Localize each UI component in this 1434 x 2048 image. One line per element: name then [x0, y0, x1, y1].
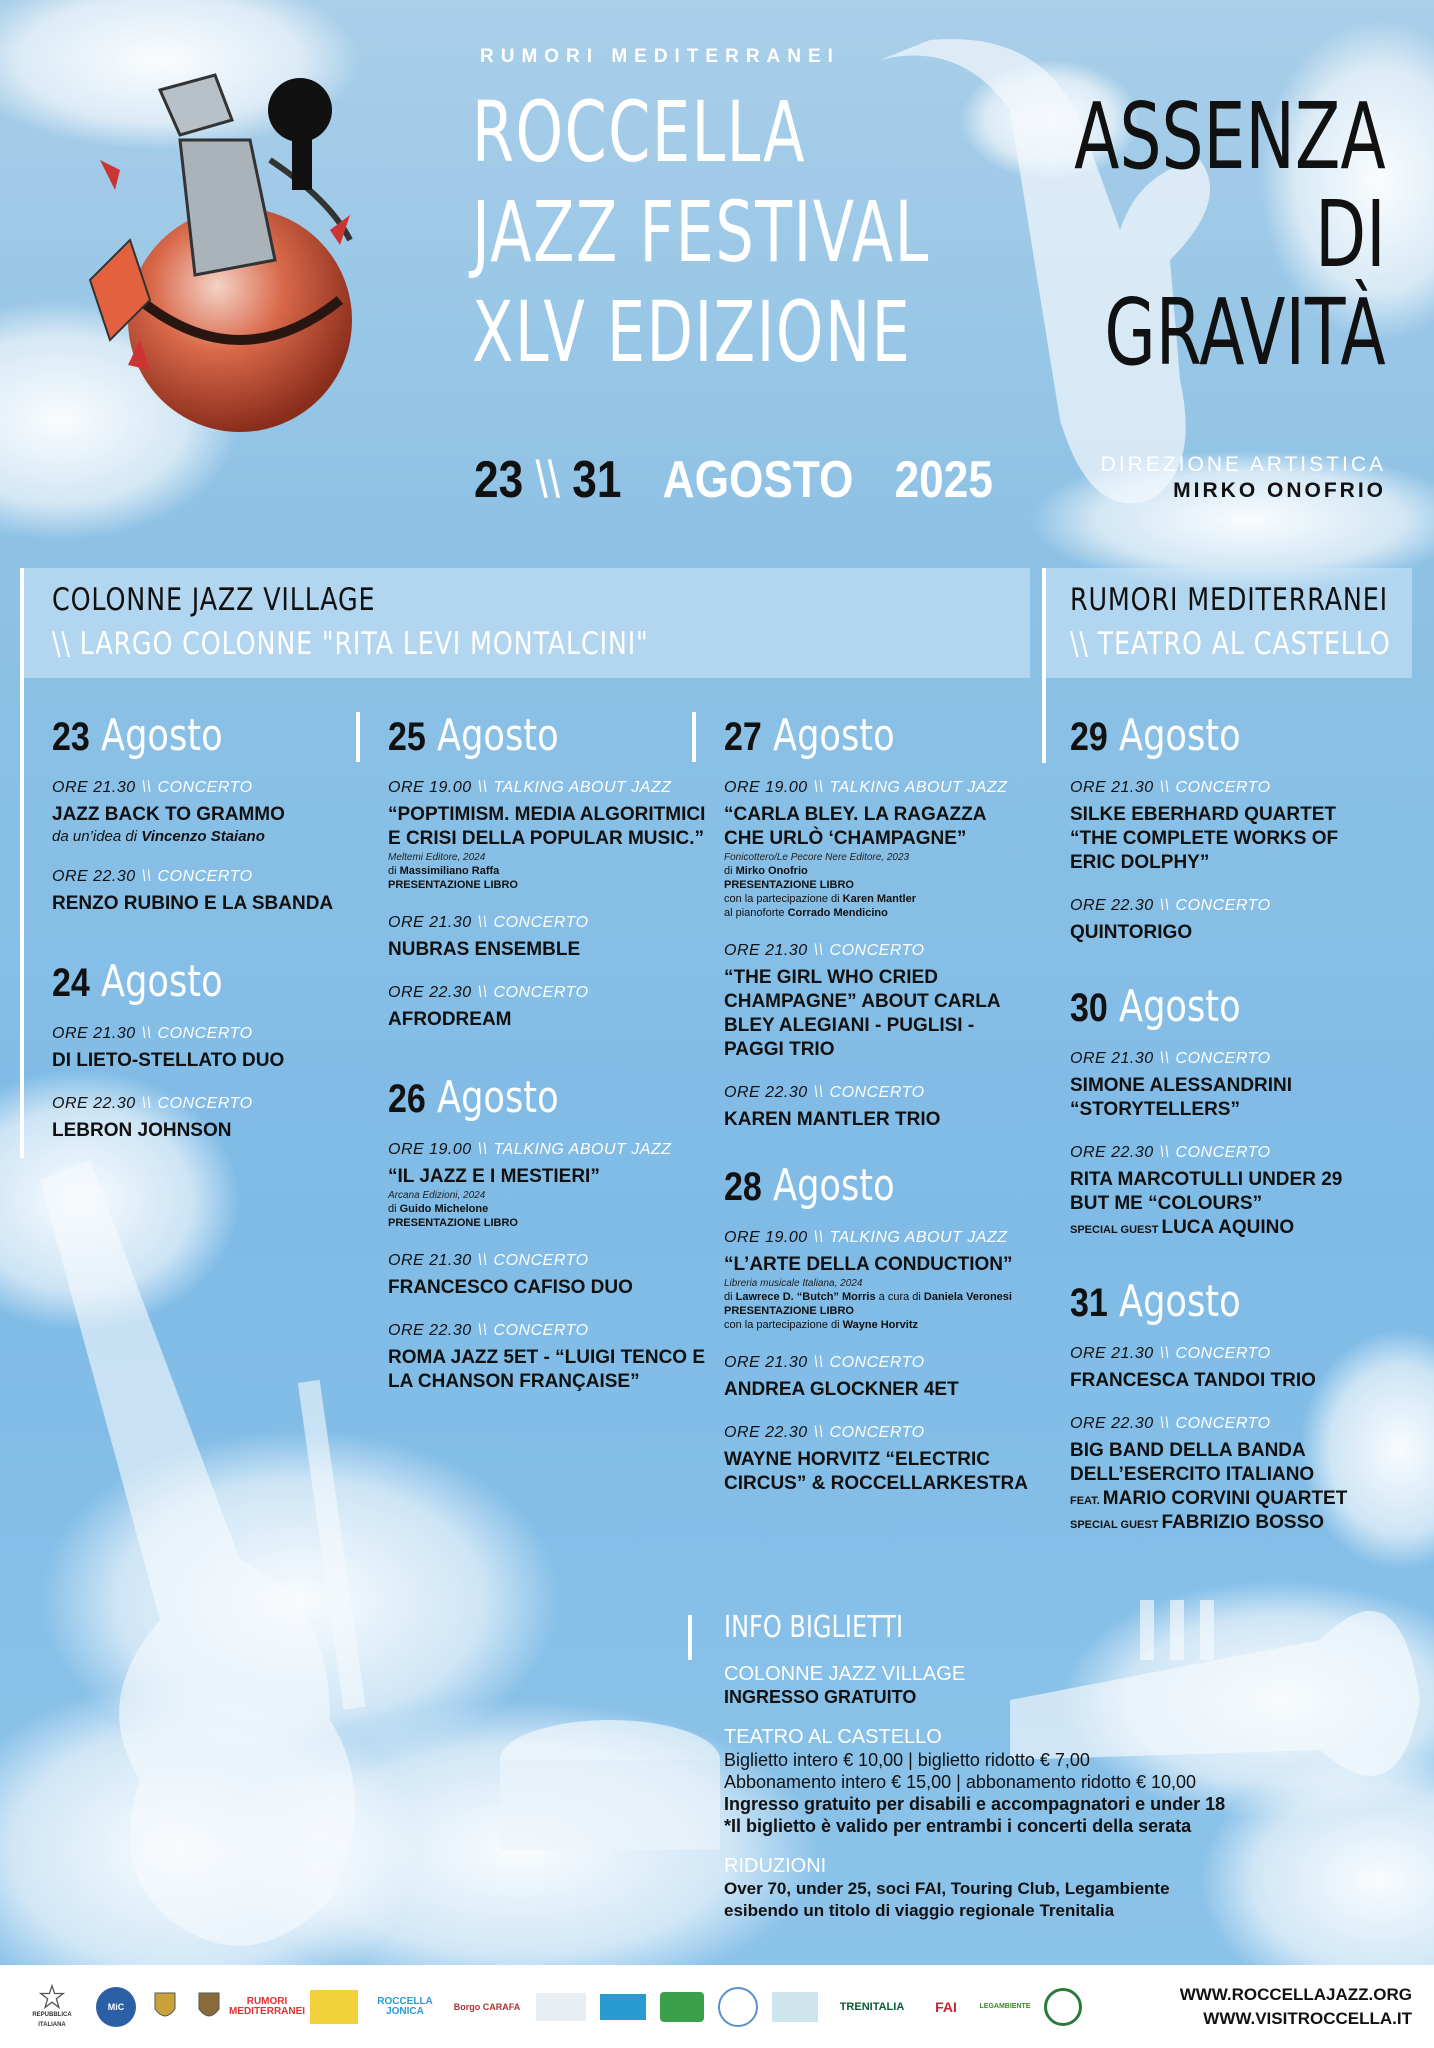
event	[388, 1252, 708, 1300]
event-title: AFRODREAM	[388, 1009, 512, 1030]
venue-a-place: \\ LARGO COLONNE "RITA LEVI MONTALCINI"	[52, 626, 649, 662]
event	[1070, 1144, 1370, 1240]
title-line-2: JAZZ FESTIVAL	[472, 183, 930, 281]
day-month: Agosto	[1118, 981, 1241, 1032]
book-publisher: Meltemi Editore, 2024	[388, 852, 486, 863]
crest-icon	[194, 1984, 224, 2030]
event-time: ORE 21.30	[1070, 1050, 1154, 1067]
day-month: Agosto	[772, 1160, 895, 1211]
event-title: “CARLA BLEY. LA RAGAZZA CHE URLÒ ‘CHAMPAGNE”	[724, 804, 986, 849]
book-presentation: PRESENTAZIONE LIBRO	[724, 879, 854, 891]
rumori-mediterranei-logo: RUMORI MEDITERRANEI	[228, 1995, 306, 2017]
event-sep: \\	[813, 779, 824, 796]
sponsor-footer	[0, 1965, 1434, 2048]
day-30	[1070, 981, 1370, 1240]
event-title: QUINTORIGO	[1070, 922, 1193, 943]
book-by-pre: di	[388, 865, 400, 877]
day-27	[724, 710, 1029, 1132]
day-number: 31	[1070, 1281, 1108, 1325]
festival-series-label: RUMORI MEDITERRANEI	[480, 46, 840, 67]
schedule-column-1	[52, 710, 372, 1169]
event	[388, 779, 708, 892]
event-time: ORE 21.30	[52, 1025, 136, 1042]
festival-theme	[1074, 83, 1386, 386]
event-title: SIMONE ALESSANDRINI “STORYTELLERS”	[1070, 1075, 1293, 1120]
event-type: CONCERTO	[493, 914, 589, 931]
guest-name: FABRIZIO BOSSO	[1161, 1512, 1325, 1533]
event-sep: \\	[141, 779, 152, 796]
event	[724, 942, 1029, 1062]
ticket-price-line: Biglietto intero € 10,00 | biglietto ridotto € 7,00	[724, 1750, 1090, 1770]
event-sep: \\	[141, 1095, 152, 1112]
day-number: 29	[1070, 715, 1108, 759]
event-time: ORE 21.30	[724, 1354, 808, 1371]
event-type: CONCERTO	[493, 1252, 589, 1269]
legambiente-logo: LEGAMBIENTE	[979, 2002, 1031, 2010]
event-title: WAYNE HORVITZ “ELECTRIC CIRCUS” & ROCCELLARKESTRA	[724, 1449, 1028, 1494]
website-visitroccella[interactable]: WWW.VISITROCCELLA.IT	[1203, 2008, 1412, 2028]
day-month: Agosto	[100, 710, 223, 761]
event-type: CONCERTO	[1175, 779, 1271, 796]
event-type: TALKING ABOUT JAZZ	[829, 1229, 1008, 1246]
day-23	[52, 710, 372, 916]
book-by-pre: di	[724, 865, 736, 877]
trenitalia-logo: TRENITALIA	[839, 2000, 905, 2013]
guest-pre: SPECIAL GUEST	[1070, 1519, 1162, 1531]
event-type: CONCERTO	[829, 1424, 925, 1441]
piano-name: Corrado Mendicino	[787, 907, 888, 919]
event	[724, 1424, 1029, 1496]
event-type: CONCERTO	[1175, 1050, 1271, 1067]
event-type: CONCERTO	[1175, 897, 1271, 914]
day-number: 26	[388, 1077, 426, 1121]
event-sep: \\	[1159, 779, 1170, 796]
website-roccellajazz[interactable]: WWW.ROCCELLAJAZZ.ORG	[1179, 1984, 1412, 2004]
partner-logo	[660, 1992, 704, 2022]
websites	[1180, 1983, 1412, 2031]
event-sep: \\	[1159, 1345, 1170, 1362]
event-type: CONCERTO	[1175, 1144, 1271, 1161]
ticket-venue-2: TEATRO AL CASTELLO	[724, 1726, 942, 1748]
event-sep: \\	[1159, 1050, 1170, 1067]
event	[52, 779, 372, 846]
schedule-column-2	[388, 710, 708, 1420]
event-sep: \\	[813, 1424, 824, 1441]
repubblica-logo	[22, 1984, 82, 2030]
book-publisher: Libreria musicale Italiana, 2024	[724, 1278, 863, 1289]
guest-pre: SPECIAL GUEST	[1070, 1224, 1162, 1236]
venue-a-name: COLONNE JAZZ VILLAGE	[52, 582, 376, 618]
day-24	[52, 956, 372, 1143]
day-number: 28	[724, 1165, 762, 1209]
event-time: ORE 21.30	[388, 1252, 472, 1269]
event-type: CONCERTO	[157, 1025, 253, 1042]
fai-logo: FAI	[935, 1998, 957, 2015]
day-number: 23	[52, 715, 90, 759]
schedule-column-3	[724, 710, 1029, 1522]
day-month: Agosto	[1118, 710, 1241, 761]
event-type: CONCERTO	[829, 942, 925, 959]
day-number: 30	[1070, 986, 1108, 1030]
book-presentation: PRESENTAZIONE LIBRO	[388, 1217, 518, 1229]
event-title: FRANCESCA TANDOI TRIO	[1070, 1370, 1316, 1391]
ticket-info	[724, 1610, 1364, 1922]
guest-name: LUCA AQUINO	[1161, 1217, 1295, 1238]
drum-cloud-icon	[500, 1720, 720, 1850]
event-time: ORE 22.30	[1070, 1415, 1154, 1432]
day-29	[1070, 710, 1370, 945]
event	[388, 1322, 708, 1394]
event-type: CONCERTO	[1175, 1415, 1271, 1432]
event-time: ORE 21.30	[388, 914, 472, 931]
event-sep: \\	[477, 779, 488, 796]
book-by-pre: di	[388, 1203, 400, 1215]
event-title: “POPTIMISM. MEDIA ALGORITMICI E CRISI DELLA POPULAR MUSIC.”	[388, 804, 706, 849]
event-sep: \\	[1159, 1415, 1170, 1432]
curator-name: Daniela Veronesi	[923, 1291, 1012, 1303]
book-presentation: PRESENTAZIONE LIBRO	[724, 1305, 854, 1317]
day-month: Agosto	[772, 710, 895, 761]
event-sep: \\	[477, 984, 488, 1001]
ticket-info-heading: INFO BIGLIETTI	[724, 1610, 904, 1645]
day-month: Agosto	[1118, 1276, 1241, 1327]
mic-logo: MiC	[96, 1987, 136, 2027]
theme-line-2: DI	[1315, 181, 1386, 288]
event-time: ORE 21.30	[1070, 1345, 1154, 1362]
event	[1070, 779, 1370, 875]
event-title: ANDREA GLOCKNER 4ET	[724, 1379, 959, 1400]
event	[388, 984, 708, 1032]
date-end: 31	[572, 451, 622, 509]
partner-seal-icon	[718, 1987, 758, 2027]
touring-club-icon	[1044, 1988, 1082, 2026]
column-divider	[20, 568, 24, 1158]
day-25	[388, 710, 708, 1032]
event-sep: \\	[813, 1354, 824, 1371]
roccella-jonica-logo: ROCCELLA JONICA	[377, 1995, 433, 2017]
event-title: DI LIETO-STELLATO DUO	[52, 1050, 285, 1071]
event-time: ORE 19.00	[724, 779, 808, 796]
event	[724, 1229, 1029, 1332]
ticket-price-line: Abbonamento intero € 15,00 | abbonamento ridotto € 10,00	[724, 1772, 1197, 1792]
festival-title	[472, 82, 930, 382]
venue-b-name: RUMORI MEDITERRANEI	[1070, 582, 1388, 618]
with-pre: con la partecipazione di	[724, 1319, 843, 1331]
director-name: MIRKO ONOFRIO	[1173, 479, 1386, 502]
event	[1070, 1050, 1370, 1122]
event-title: “THE GIRL WHO CRIED CHAMPAGNE” ABOUT CARLA BLEY ALEGIANI - PUGLISI - PAGGI TRIO	[724, 967, 1000, 1060]
event	[724, 1084, 1029, 1132]
ticket-price-line: *Il biglietto è valido per entrambi i concerti della serata	[724, 1816, 1192, 1836]
event-time: ORE 22.30	[388, 984, 472, 1001]
event-time: ORE 22.30	[724, 1424, 808, 1441]
day-number: 27	[724, 715, 762, 759]
event-type: TALKING ABOUT JAZZ	[493, 779, 672, 796]
with-name: Wayne Horvitz	[842, 1319, 919, 1331]
event-title: RITA MARCOTULLI UNDER 29 BUT ME “COLOURS”	[1070, 1169, 1343, 1214]
day-month: Agosto	[100, 956, 223, 1007]
theme-line-3: GRAVITÀ	[1104, 279, 1386, 386]
event-time: ORE 22.30	[388, 1322, 472, 1339]
event-time: ORE 22.30	[52, 1095, 136, 1112]
book-by-pre: di	[724, 1291, 736, 1303]
feat-name: MARIO CORVINI QUARTET	[1102, 1488, 1348, 1509]
artistic-direction	[1101, 452, 1386, 504]
event	[52, 1025, 372, 1073]
day-31	[1070, 1276, 1370, 1535]
day-month: Agosto	[436, 710, 559, 761]
ticket-price-line: Ingresso gratuito per disabili e accompagnatori e under 18	[724, 1794, 1226, 1814]
event-sep: \\	[813, 1084, 824, 1101]
event	[388, 1141, 708, 1230]
event-title: JAZZ BACK TO GRAMMO	[52, 804, 285, 825]
schedule-column-4	[1070, 710, 1370, 1561]
event-time: ORE 22.30	[724, 1084, 808, 1101]
venue-band-colonne	[20, 568, 1030, 678]
event	[1070, 1415, 1370, 1535]
day-month: Agosto	[436, 1072, 559, 1123]
repubblica-label: REPUBBLICA ITALIANA	[32, 2011, 72, 2028]
event-type: TALKING ABOUT JAZZ	[493, 1141, 672, 1158]
with-pre: con la partecipazione di	[724, 893, 843, 905]
ticket-reductions-title: RIDUZIONI	[724, 1855, 827, 1877]
event-type: CONCERTO	[493, 984, 589, 1001]
event-sep: \\	[477, 914, 488, 931]
event-title: LEBRON JOHNSON	[52, 1120, 232, 1141]
event-time: ORE 21.30	[52, 779, 136, 796]
direction-label: DIREZIONE ARTISTICA	[1100, 453, 1386, 476]
book-publisher: Fonicottero/Le Pecore Nere Editore, 2023	[724, 852, 910, 863]
with-name: Karen Mantler	[842, 893, 916, 905]
event-title: NUBRAS ENSEMBLE	[388, 939, 581, 960]
event	[1070, 897, 1370, 945]
event	[388, 914, 708, 962]
event-sep: \\	[1159, 1144, 1170, 1161]
date-month: AGOSTO	[662, 451, 854, 509]
column-divider	[1042, 568, 1046, 763]
event-sub-pre: da un’idea di	[52, 828, 142, 845]
event-title: SILKE EBERHARD QUARTET “THE COMPLETE WORKS OF ERIC DOLPHY”	[1070, 804, 1339, 873]
festival-dates	[474, 450, 993, 510]
book-author: Lawrece D. “Butch” Morris	[735, 1291, 876, 1303]
event	[52, 868, 372, 916]
event-time: ORE 19.00	[388, 779, 472, 796]
event-time: ORE 22.30	[52, 868, 136, 885]
event	[1070, 1345, 1370, 1393]
event-sep: \\	[813, 942, 824, 959]
borgo-carafa-logo: Borgo CARAFA	[453, 2001, 521, 2012]
book-publisher: Arcana Edizioni, 2024	[388, 1190, 486, 1201]
event-type: CONCERTO	[829, 1084, 925, 1101]
crest-icon	[150, 1984, 180, 2030]
event-time: ORE 19.00	[724, 1229, 808, 1246]
event-sep: \\	[477, 1322, 488, 1339]
event-type: CONCERTO	[829, 1354, 925, 1371]
theme-line-1: ASSENZA	[1074, 83, 1386, 190]
date-year: 2025	[894, 451, 993, 509]
feat-pre: FEAT.	[1070, 1495, 1103, 1507]
event-type: TALKING ABOUT JAZZ	[829, 779, 1008, 796]
book-author: Massimiliano Raffa	[399, 865, 500, 877]
event-type: CONCERTO	[157, 1095, 253, 1112]
day-26	[388, 1072, 708, 1394]
event	[52, 1095, 372, 1143]
event-sep: \\	[477, 1141, 488, 1158]
date-start: 23	[474, 451, 524, 509]
venue-band-teatro	[1042, 568, 1412, 678]
day-number: 25	[388, 715, 426, 759]
event-time: ORE 22.30	[1070, 1144, 1154, 1161]
day-28	[724, 1160, 1029, 1496]
event-time: ORE 19.00	[388, 1141, 472, 1158]
curator-pre: a cura di	[875, 1291, 924, 1303]
piano-pre: al pianoforte	[724, 907, 788, 919]
event-sub-name: Vincenzo Staiano	[141, 828, 265, 845]
column-divider	[688, 1615, 692, 1660]
partner-logo	[600, 1994, 646, 2020]
event-time: ORE 21.30	[724, 942, 808, 959]
event-type: CONCERTO	[493, 1322, 589, 1339]
partner-logo	[536, 1993, 586, 2021]
event-time: ORE 21.30	[1070, 779, 1154, 796]
date-separator: \\	[535, 451, 561, 509]
event-type: CONCERTO	[157, 868, 253, 885]
event-title: “L’ARTE DELLA CONDUCTION”	[724, 1254, 1013, 1275]
event-title: “IL JAZZ E I MESTIERI”	[388, 1166, 600, 1187]
event-title: FRANCESCO CAFISO DUO	[388, 1277, 633, 1298]
title-line-3: XLV EDIZIONE	[472, 283, 912, 381]
title-line-1: ROCCELLA	[472, 83, 806, 181]
event-sep: \\	[813, 1229, 824, 1246]
ticket-venue-1-text: INGRESSO GRATUITO	[724, 1687, 917, 1707]
ticket-venue-1: COLONNE JAZZ VILLAGE	[724, 1663, 966, 1685]
event-time: ORE 22.30	[1070, 897, 1154, 914]
venue-b-place: \\ TEATRO AL CASTELLO	[1070, 626, 1391, 662]
reductions-line: Over 70, under 25, soci FAI, Touring Club, Legambiente	[724, 1879, 1170, 1898]
event	[724, 779, 1029, 920]
event-sep: \\	[141, 868, 152, 885]
book-author: Mirko Onofrio	[735, 865, 808, 877]
event-title: BIG BAND DELLA BANDA DELL’ESERCITO ITALIANO	[1070, 1440, 1315, 1485]
event-sep: \\	[141, 1025, 152, 1042]
event-type: CONCERTO	[157, 779, 253, 796]
book-presentation: PRESENTAZIONE LIBRO	[388, 879, 518, 891]
emblem-icon	[37, 1984, 67, 2010]
reductions-line: esibendo un titolo di viaggio regionale Trenitalia	[724, 1901, 1115, 1920]
festival-badge-icon	[310, 1990, 358, 2024]
book-author: Guido Michelone	[399, 1203, 489, 1215]
partner-logo	[772, 1992, 818, 2022]
event-sep: \\	[1159, 897, 1170, 914]
event-title: KAREN MANTLER TRIO	[724, 1109, 941, 1130]
event-title: RENZO RUBINO E LA SBANDA	[52, 893, 334, 914]
event	[724, 1354, 1029, 1402]
event-sep: \\	[477, 1252, 488, 1269]
event-type: CONCERTO	[1175, 1345, 1271, 1362]
event-title: ROMA JAZZ 5ET - “LUIGI TENCO E LA CHANSON FRANÇAISE”	[388, 1347, 706, 1392]
day-number: 24	[52, 961, 90, 1005]
